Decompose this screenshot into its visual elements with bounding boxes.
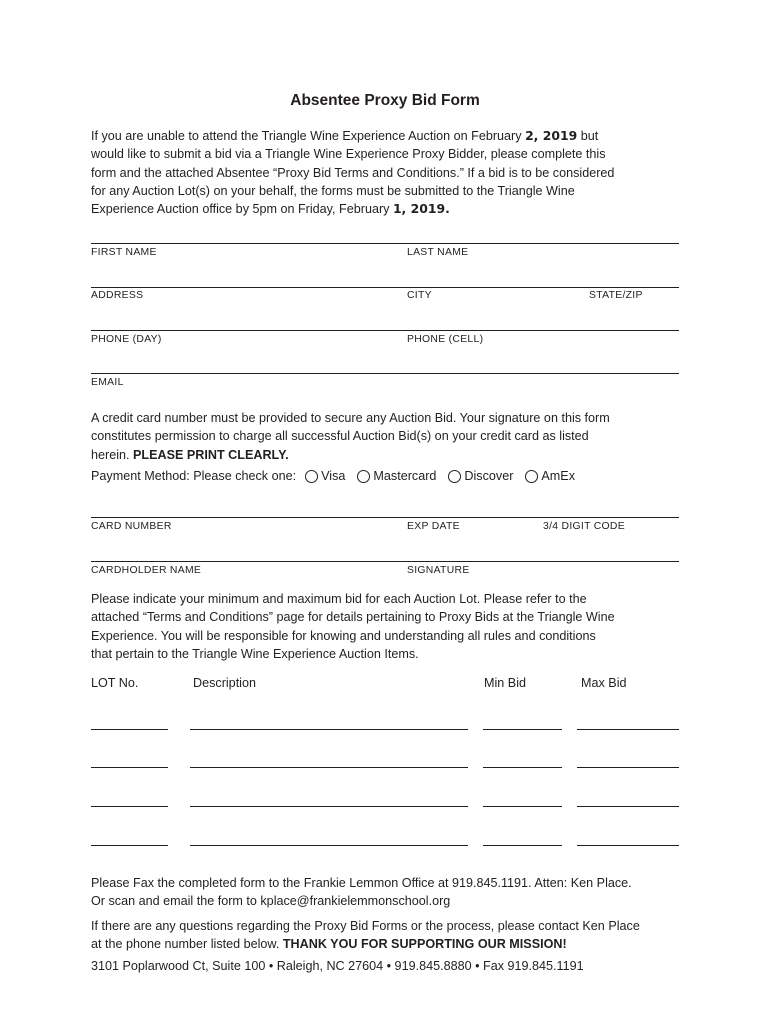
intro-line-4: for any Auction Lot(s) on your behalf, the forms must be submitted to the Triangle Wine [91,183,575,198]
intro-line-2: would like to submit a bid via a Triangle Wine Experience Proxy Bidder, please complete this [91,147,606,162]
mission-thanks: THANK YOU FOR SUPPORTING OUR MISSION! [282,937,567,952]
payment-method-row [91,469,575,483]
credit-line-3: herein. [91,447,130,462]
min-bid-blank[interactable] [483,729,562,730]
card-number-label: CARD NUMBER [91,521,172,532]
max-bid-blank[interactable] [577,767,679,768]
max-bid-blank[interactable] [577,845,679,846]
form-title: Absentee Proxy Bid Form [290,92,480,109]
exp-date-label: EXP DATE [407,521,460,532]
last-name-label: LAST NAME [407,247,469,258]
min-bid-blank[interactable] [483,767,562,768]
questions-paragraph [91,917,691,953]
signature-label: SIGNATURE [407,565,470,576]
lot-blank[interactable] [91,845,168,846]
cardholder-line[interactable] [91,561,679,562]
visa-label: Visa [321,469,346,483]
phone-cell-label: PHONE (CELL) [407,334,484,345]
phone-line[interactable] [91,330,679,331]
digit-code-label: 3/4 DIGIT CODE [543,521,625,532]
bid-line-2: attached “Terms and Conditions” page for details pertaining to Proxy Bids at the Triangle Wine [91,610,615,625]
min-bid-blank[interactable] [483,806,562,807]
max-bid-header: Max Bid [581,676,627,690]
visa-radio[interactable] [305,470,318,483]
mastercard-radio[interactable] [357,470,370,483]
credit-line-1: A credit card number must be provided to secure any Auction Bid. Your signature on this form [91,411,610,425]
lot-blank[interactable] [91,806,168,807]
email-line[interactable] [91,373,679,374]
intro-line-1: If you are unable to attend the Triangle Wine Experience Auction on February [91,129,522,143]
cardholder-label: CARDHOLDER NAME [91,565,202,576]
intro-line-3: form and the attached Absentee “Proxy Bid Terms and Conditions.” If a bid is to be considered [91,165,615,180]
description-header: Description [193,676,256,690]
bid-line-3: Experience. You will be responsible for knowing and understanding all rules and conditions [91,628,596,643]
bid-instructions [91,590,683,663]
discover-label: Discover [464,469,514,483]
fax-line-1: Please Fax the completed form to the Frankie Lemmon Office at 919.845.1191. Atten: Ken Place. [91,876,632,890]
amex-label: AmEx [541,469,575,483]
mastercard-label: Mastercard [373,469,437,483]
credit-paragraph [91,409,683,464]
discover-radio[interactable] [448,470,461,483]
credit-line-2: constitutes permission to charge all successful Auction Bid(s) on your credit card as listed [91,429,589,444]
card-number-line[interactable] [91,517,679,518]
auction-date: 2, 2019 [525,128,578,143]
amex-option[interactable] [525,469,575,483]
lot-blank[interactable] [91,729,168,730]
city-label: CITY [407,290,432,301]
lot-header: LOT No. [91,676,139,690]
first-name-label: FIRST NAME [91,247,157,258]
questions-line-2: at the phone number listed below. [91,937,280,952]
fax-instructions [91,874,691,910]
lot-blank[interactable] [91,767,168,768]
questions-line-1: If there are any questions regarding the Proxy Bid Forms or the process, please contact Ken Place [91,919,640,933]
office-address: 3101 Poplarwood Ct, Suite 100 • Raleigh, NC 27604 • 919.845.8880 • Fax 919.845.1191 [91,959,584,973]
phone-day-label: PHONE (DAY) [91,334,162,345]
intro-line-5: Experience Auction office by 5pm on Friday, February [91,202,390,217]
visa-option[interactable] [305,469,345,483]
state-zip-label: STATE/ZIP [589,290,643,301]
description-blank[interactable] [190,729,468,730]
amex-radio[interactable] [525,470,538,483]
intro-line-1-end: but [580,129,599,143]
fax-line-2: Or scan and email the form to kplace@frankielemmonschool.org [91,894,451,909]
description-blank[interactable] [190,806,468,807]
discover-option[interactable] [448,469,513,483]
deadline-date: 1, 2019. [392,201,450,217]
bid-line-1: Please indicate your minimum and maximum bid for each Auction Lot. Please refer to the [91,592,587,606]
max-bid-blank[interactable] [577,729,679,730]
description-blank[interactable] [190,845,468,846]
address-line[interactable] [91,287,679,288]
email-label: EMAIL [91,377,124,388]
address-label: ADDRESS [91,290,144,301]
bid-line-4: that pertain to the Triangle Wine Experience Auction Items. [91,646,419,661]
max-bid-blank[interactable] [577,806,679,807]
print-clearly-notice: PLEASE PRINT CLEARLY. [133,447,289,462]
min-bid-header: Min Bid [484,676,526,690]
mastercard-option[interactable] [357,469,436,483]
intro-paragraph [91,127,683,218]
description-blank[interactable] [190,767,468,768]
name-line[interactable] [91,243,679,244]
min-bid-blank[interactable] [483,845,562,846]
payment-method-label: Payment Method: Please check one: [91,469,297,483]
